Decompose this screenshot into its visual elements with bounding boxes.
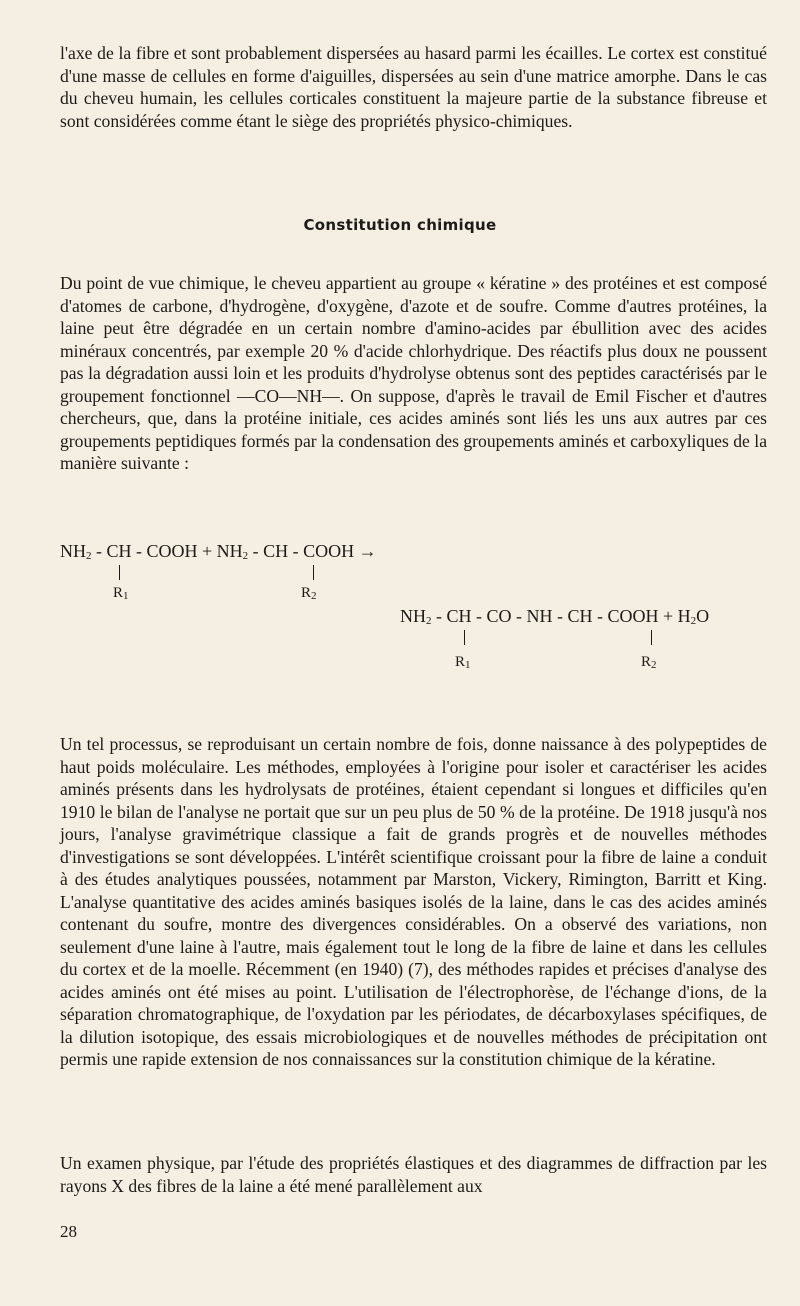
- formula-text: - CH - COOH →: [248, 541, 377, 561]
- paragraph-physical: Un examen physique, par l'étude des propriétés élastiques et des diagrammes de diffraction par les rayons X des fibres de la laine a été mené parallèlement aux: [60, 1153, 767, 1196]
- formula-subscript: 2: [426, 615, 432, 627]
- substituent-r2: R2: [641, 654, 657, 671]
- substituent-r1: R1: [113, 585, 129, 602]
- bond-line: [651, 630, 652, 645]
- formula-reactants: [60, 541, 377, 566]
- formula-products: [400, 606, 709, 631]
- substituent-r1: R1: [455, 654, 471, 671]
- formula-text: O: [696, 606, 710, 626]
- formula-subscript: 2: [242, 550, 249, 562]
- formula-subscript: 2: [86, 550, 92, 562]
- paragraph-intro: l'axe de la fibre et sont probablement dispersées au hasard parmi les écailles. Le cortex est constitué d'une masse de cellules en forme d'aiguilles, dispersées au sein d'une matrice amorphe. Dans le cas du cheveu humain, les cellules corticales constituent la majeure partie de la substance fibreuse et sont considérées comme étant le siège des propriétés physico-chimiques.: [60, 43, 767, 131]
- page-number: 28: [60, 1222, 77, 1241]
- formula-text: - CH - COOH + NH: [91, 541, 243, 561]
- paragraph-chemical: Du point de vue chimique, le cheveu appartient au groupe « kératine » des protéines et est composé d'atomes de carbone, d'hydrogène, d'oxygène, d'azote et de soufre. Comme d'autres protéines, la laine peut être dégradée en un certain nombre d'amino-acides par ébullition avec des acides minéraux concentrés, par exemple 20 % d'acide chlorhydrique. Des réactifs plus doux ne poussent pas la dégradation aussi loin et les produits d'hydrolyse obtenus sont des peptides caractérisés par le groupement fonctionnel —CO—NH—. On suppose, d'après le travail de Emil Fischer et d'autres chercheurs, que, dans la protéine initiale, ces acides aminés sont liés les uns aux autres par ces groupements peptidiques formés par la condensation des groupements aminés et carboxyliques de la manière suivante :: [60, 273, 767, 473]
- bond-line: [313, 565, 314, 580]
- paragraph-process: Un tel processus, se reproduisant un certain nombre de fois, donne naissance à des polypeptides de haut poids moléculaire. Les méthodes, employées à l'origine pour isoler et caractériser les acides aminés présents dans les hydrolysats de protéines, étaient cependant si longues et difficiles qu'en 1910 le bilan de l'analyse ne portait que sur un peu plus de 50 % de la protéine. De 1918 jusqu'à nos jours, l'analyse gravimétrique classique a fait de grands progrès et de nouvelles méthodes d'investigations se sont développées. L'intérêt scientifique croissant pour la fibre de laine a conduit à des études analytiques poussées, notamment par Marston, Vickery, Rimington, Barritt et King. L'analyse quantitative des acides aminés basiques isolés de la laine, dans le cas des acides aminés contenant du soufre, montre des divergences considérables. On a observé des variations, non seulement d'une laine à l'autre, mais également tout le long de la fibre de laine et dans les cellules du cortex et de la moelle. Récemment (en 1940) (7), des méthodes rapides et précises d'analyse des acides aminés ont été mises au point. L'utilisation de l'électrophorèse, de l'échange d'ions, de la séparation chromatographique, de l'oxydation par les périodates, de décarboxylases spécifiques, de la dilution isotopique, des essais microbiologiques et de nouvelles méthodes de précipitation ont permis une rapide extension de nos connaissances sur la constitution chimique de la kératine.: [60, 734, 767, 1069]
- bond-line: [464, 630, 465, 645]
- substituent-r2: R2: [301, 585, 317, 602]
- formula-text: NH: [60, 541, 86, 561]
- section-heading: Constitution chimique: [303, 216, 497, 234]
- formula-text: - CH - CO - NH - CH - COOH + H: [431, 606, 691, 626]
- formula-text: NH: [400, 606, 426, 626]
- formula-subscript: 2: [690, 615, 697, 627]
- bond-line: [119, 565, 120, 580]
